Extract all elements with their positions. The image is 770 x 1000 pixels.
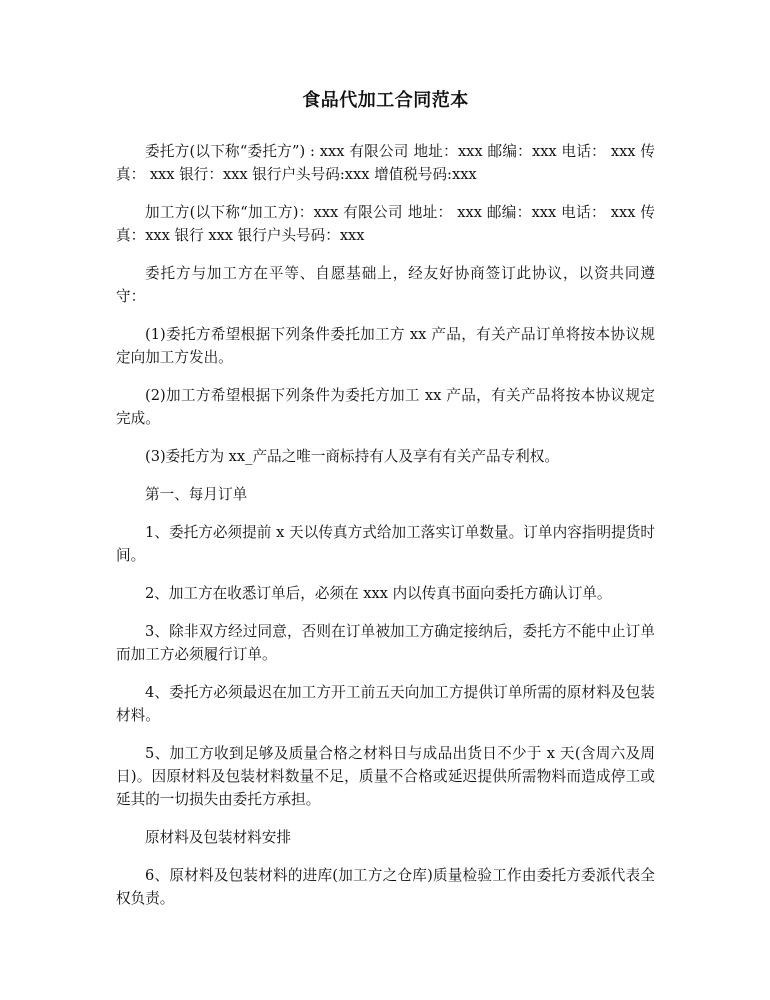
section-heading-monthly-orders: 第一、每月订单 [145,486,248,503]
paragraph-agreement-intro: 委托方与加工方在平等、自愿基础上，经友好协商签订此协议，以资共同遵守： [116,265,655,305]
paragraph-order-3: 3、除非双方经过同意，否则在订单被加工方确定接纳后，委托方不能中止订单而加工方必须履行订单。 [116,623,655,663]
paragraph-processor-info: 加工方(以下称“加工方)：xxx 有限公司 地址： xxx 邮编：xxx 电话： xxx 传真：xxx 银行 xxx 银行户头号码：xxx [116,204,655,244]
paragraph-materials-6: 6、原材料及包装材料的进库(加工方之仓库)质量检验工作由委托方委派代表全权负责。 [116,867,655,907]
paragraph-clause-2: (2)加工方希望根据下列条件为委托方加工 xx 产品，有关产品将按本协议规定完成。 [116,387,655,427]
paragraph-clause-1: (1)委托方希望根据下列条件委托加工方 xx 产品，有关产品订单将按本协议规定向加工方发出。 [116,326,655,366]
paragraph-clause-3: (3)委托方为 xx_产品之唯一商标持有人及享有有关产品专利权。 [145,448,559,465]
paragraph-order-5: 5、加工方收到足够及质量合格之材料日与成品出货日不少于 x 天(含周六及周日)。因原材料及包装材料数量不足，质量不合格或延迟提供所需物料而造成停工或延其的一切损失由委托方承担。 [116,745,655,808]
paragraph-order-4: 4、委托方必须最迟在加工方开工前五天向加工方提供订单所需的原材料及包装材料。 [116,684,655,724]
paragraph-client-info: 委托方(以下称“委托方”) : xxx 有限公司 地址：xxx 邮编：xxx 电话： xxx 传真： xxx 银行：xxx 银行户头号码:xxx 增值税号码:xxx [116,143,655,183]
paragraph-order-2: 2、加工方在收悉订单后，必须在 xxx 内以传真书面向委托方确认订单。 [145,585,612,602]
document-title: 食品代加工合同范本 [302,90,469,111]
paragraph-order-1: 1、委托方必须提前 x 天以传真方式给加工落实订单数量。订单内容指明提货时间。 [116,524,655,564]
section-heading-materials: 原材料及包装材料安排 [145,829,291,846]
